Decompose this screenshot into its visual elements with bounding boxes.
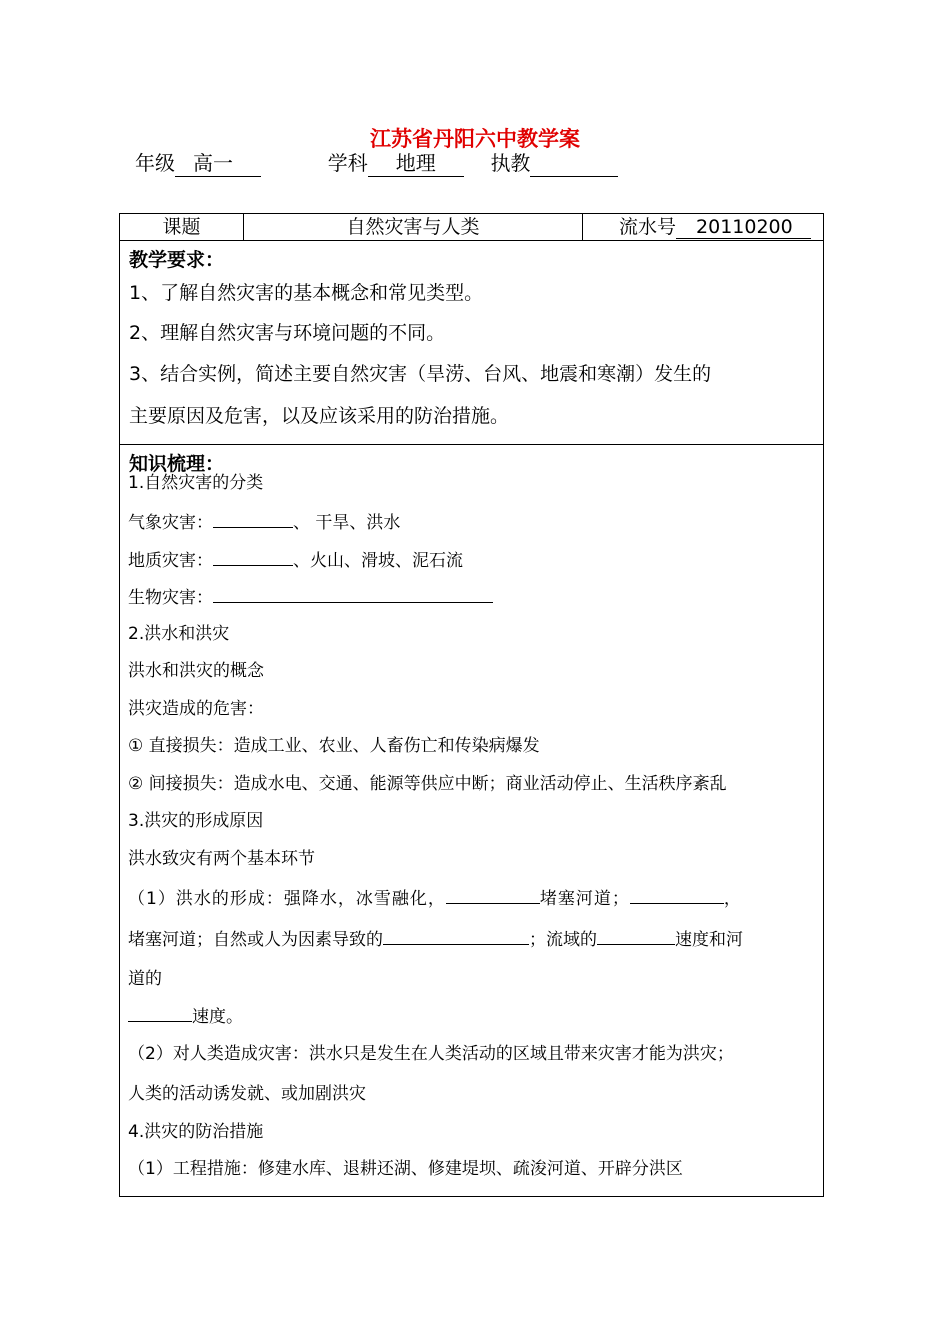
fill-blank — [213, 548, 293, 566]
requirement-item: 主要原因及危害，以及应该采用的防治措施。 — [129, 405, 510, 427]
subject-value: 地理 — [368, 150, 464, 177]
flood-concept: 洪水和洪灾的概念 — [128, 661, 264, 681]
flood-formation-line-4: 速度。 — [128, 1004, 243, 1028]
requirement-item: 3、结合实例，简述主要自然灾害（旱涝、台风、地震和寒潮）发生的 — [129, 363, 712, 385]
section-2-title: 2.洪水和洪灾 — [128, 624, 230, 644]
flood-formation-line: （1）洪水的形成：强降水，冰雪融化， 堵塞河道； ， — [128, 886, 742, 910]
section-4-title: 4.洪灾的防治措施 — [128, 1122, 264, 1142]
section-1-title: 1.自然灾害的分类 — [128, 473, 264, 493]
serial-value: 20110200 — [676, 216, 811, 239]
direct-loss: ① 直接损失：造成工业、农业、人畜伤亡和传染病爆发 — [128, 736, 540, 756]
serial-label: 流水号 — [619, 216, 677, 238]
bio-line: 生物灾害： — [128, 585, 493, 609]
teacher-blank — [530, 156, 618, 177]
section-3-title: 3.洪灾的形成原因 — [128, 811, 264, 831]
human-disaster-line-2: 人类的活动诱发就、或加剧洪灾 — [128, 1084, 366, 1104]
serial-cell — [583, 214, 823, 240]
meteo-line: 气象灾害： 、 干旱、洪水 — [128, 510, 400, 534]
flood-intro: 洪水致灾有两个基本环节 — [128, 849, 315, 869]
fill-blank — [213, 510, 293, 528]
fill-blank — [630, 886, 724, 904]
requirements-heading: 教学要求： — [129, 249, 225, 271]
fill-blank — [597, 927, 675, 945]
meta-line — [135, 150, 618, 177]
flood-formation-line-3: 道的 — [128, 969, 162, 989]
human-disaster-line: （2）对人类造成灾害：洪水只是发生在人类活动的区域且带来灾害才能为洪灾； — [128, 1044, 734, 1064]
fill-blank — [383, 927, 529, 945]
requirement-item: 2、理解自然灾害与环境问题的不同。 — [129, 322, 446, 344]
knowledge-heading: 知识梳理： — [129, 453, 225, 475]
flood-formation-line-2: 堵塞河道；自然或人为因素导致的 ；流域的 速度和河 — [128, 927, 743, 951]
flood-harm: 洪灾造成的危害： — [128, 699, 264, 719]
requirement-item: 1、了解自然灾害的基本概念和常见类型。 — [129, 282, 484, 304]
fill-blank — [446, 886, 540, 904]
fill-blank — [213, 585, 493, 603]
grade-label: 年级 — [135, 151, 175, 175]
topic-label: 课题 — [162, 216, 201, 238]
grade-value: 高一 — [175, 150, 261, 177]
engineering-measures: （1）工程措施：修建水库、退耕还湖、修建堤坝、疏浚河道、开辟分洪区 — [128, 1159, 683, 1179]
lesson-table — [119, 213, 824, 1197]
geo-line: 地质灾害： 、火山、滑坡、泥石流 — [128, 548, 463, 572]
indirect-loss: ② 间接损失：造成水电、交通、能源等供应中断；商业活动停止、生活秩序紊乱 — [128, 774, 727, 794]
topic-value: 自然灾害与人类 — [346, 216, 480, 238]
teacher-label: 执教 — [490, 151, 531, 175]
page-title: 江苏省丹阳六中教学案 — [370, 127, 580, 151]
fill-blank — [128, 1004, 192, 1022]
subject-label: 学科 — [327, 151, 368, 175]
